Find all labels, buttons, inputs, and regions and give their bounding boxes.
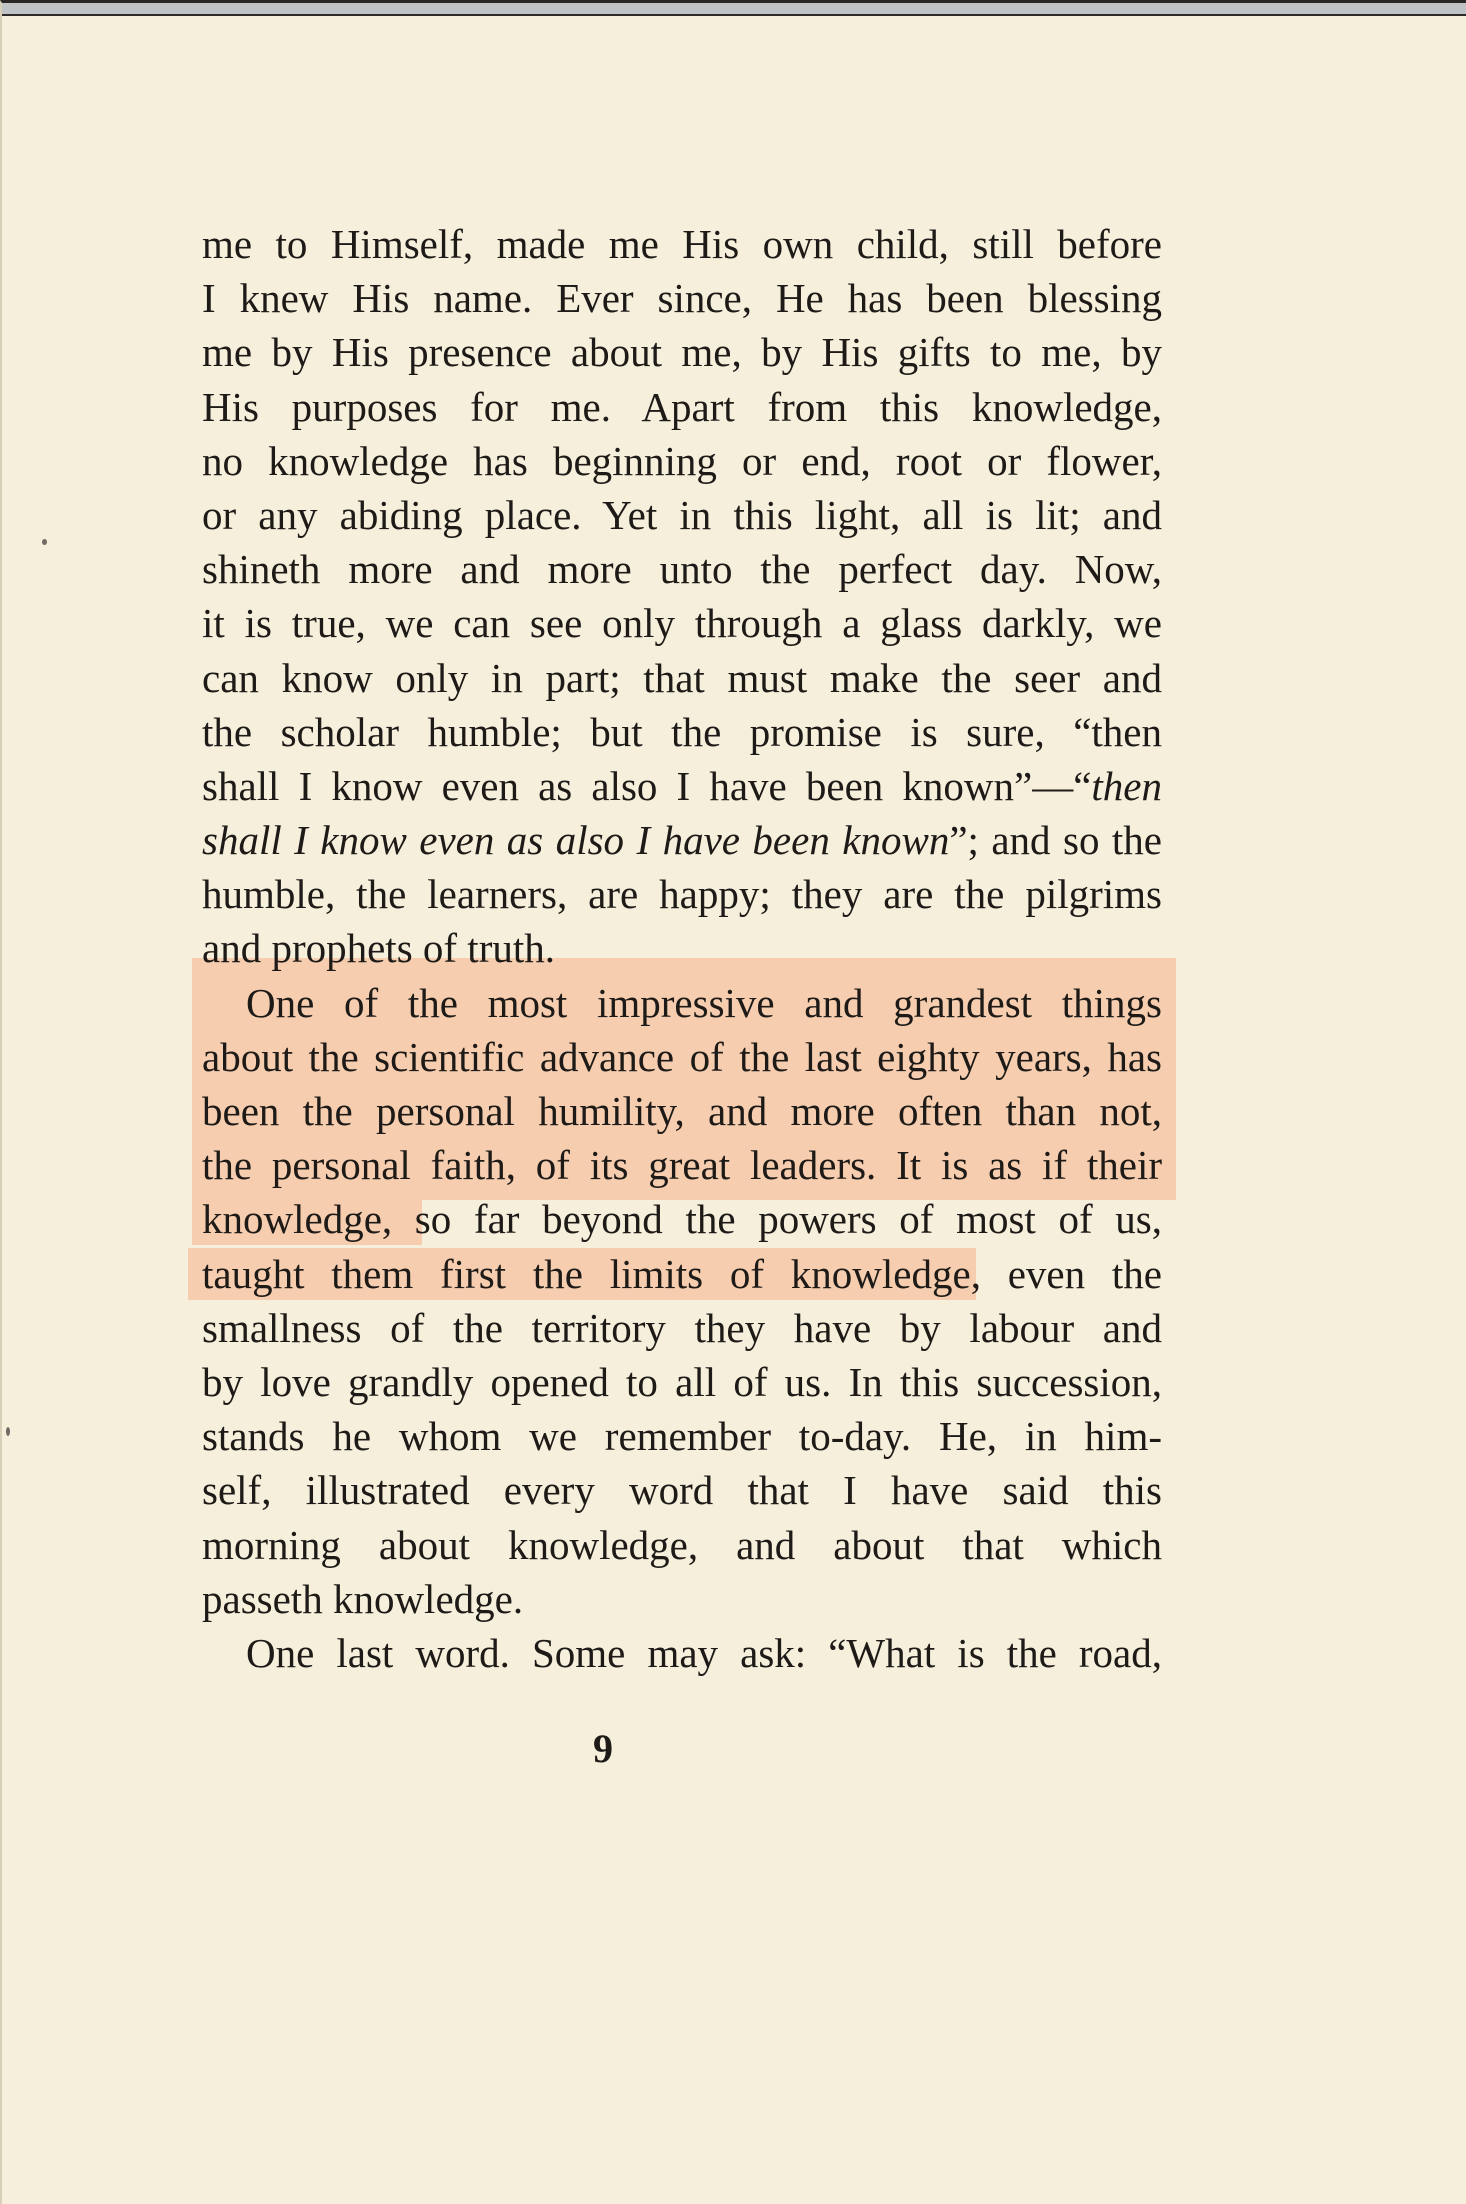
text-line: by love grandly opened to all of us. In this succession, — [202, 1358, 1162, 1405]
text-line: knowledge, so far beyond the powers of most of us, — [202, 1196, 1162, 1243]
text-line: about the scientific advance of the last eighty years, has — [202, 1033, 1162, 1080]
text-line: morning about knowledge, and about that which — [202, 1521, 1162, 1568]
text-line: me by His presence about me, by His gifts to me, by — [202, 329, 1162, 376]
text-line: shall I know even as also I have been known”; and so the — [202, 817, 1162, 864]
text-line: passeth knowledge. — [202, 1575, 524, 1622]
text-line: the scholar humble; but the promise is sure, “then — [202, 708, 1162, 755]
page-number: 9 — [593, 1726, 613, 1771]
italic-quote: then — [1091, 762, 1162, 809]
text-line: taught them first the limits of knowledge, even the — [202, 1250, 1162, 1297]
text-line: can know only in part; that must make the seer and — [202, 654, 1162, 701]
text-line: smallness of the territory they have by labour and — [202, 1304, 1162, 1351]
paragraph-start: One last word. Some may ask: “What is the road, — [246, 1629, 1162, 1676]
text-line: or any abiding place. Yet in this light, all is lit; and — [202, 491, 1162, 538]
text-line: self, illustrated every word that I have said this — [202, 1467, 1162, 1514]
paper-speck — [42, 539, 47, 545]
paper-speck — [6, 1427, 10, 1436]
body-text — [202, 217, 1162, 1680]
text-line: it is true, we can see only through a glass darkly, we — [202, 600, 1162, 647]
text-line: humble, the learners, are happy; they are the pilgrims — [202, 871, 1162, 918]
text-line: shall I know even as also I have been known”—“then — [202, 762, 1162, 809]
text-line: me to Himself, made me His own child, still before — [202, 221, 1162, 267]
text-line: been the personal humility, and more often than not, — [202, 1088, 1162, 1134]
italic-quote: shall I know even as also I have been known — [202, 817, 950, 864]
text-line: and prophets of truth. — [202, 925, 555, 972]
text-line: the personal faith, of its great leaders. It is as if their — [202, 1142, 1162, 1189]
text-line: His purposes for me. Apart from this knowledge, — [202, 383, 1162, 430]
text-line: shineth more and more unto the perfect day. Now, — [202, 546, 1162, 593]
page-top-edge — [2, 3, 1466, 16]
paragraph-start: One of the most impressive and grandest things — [246, 979, 1162, 1026]
text-line: stands he whom we remember to-day. He, in him- — [202, 1413, 1162, 1460]
text-line: I knew His name. Ever since, He has been blessing — [202, 275, 1162, 322]
text-line: no knowledge has beginning or end, root or flower, — [202, 437, 1162, 484]
